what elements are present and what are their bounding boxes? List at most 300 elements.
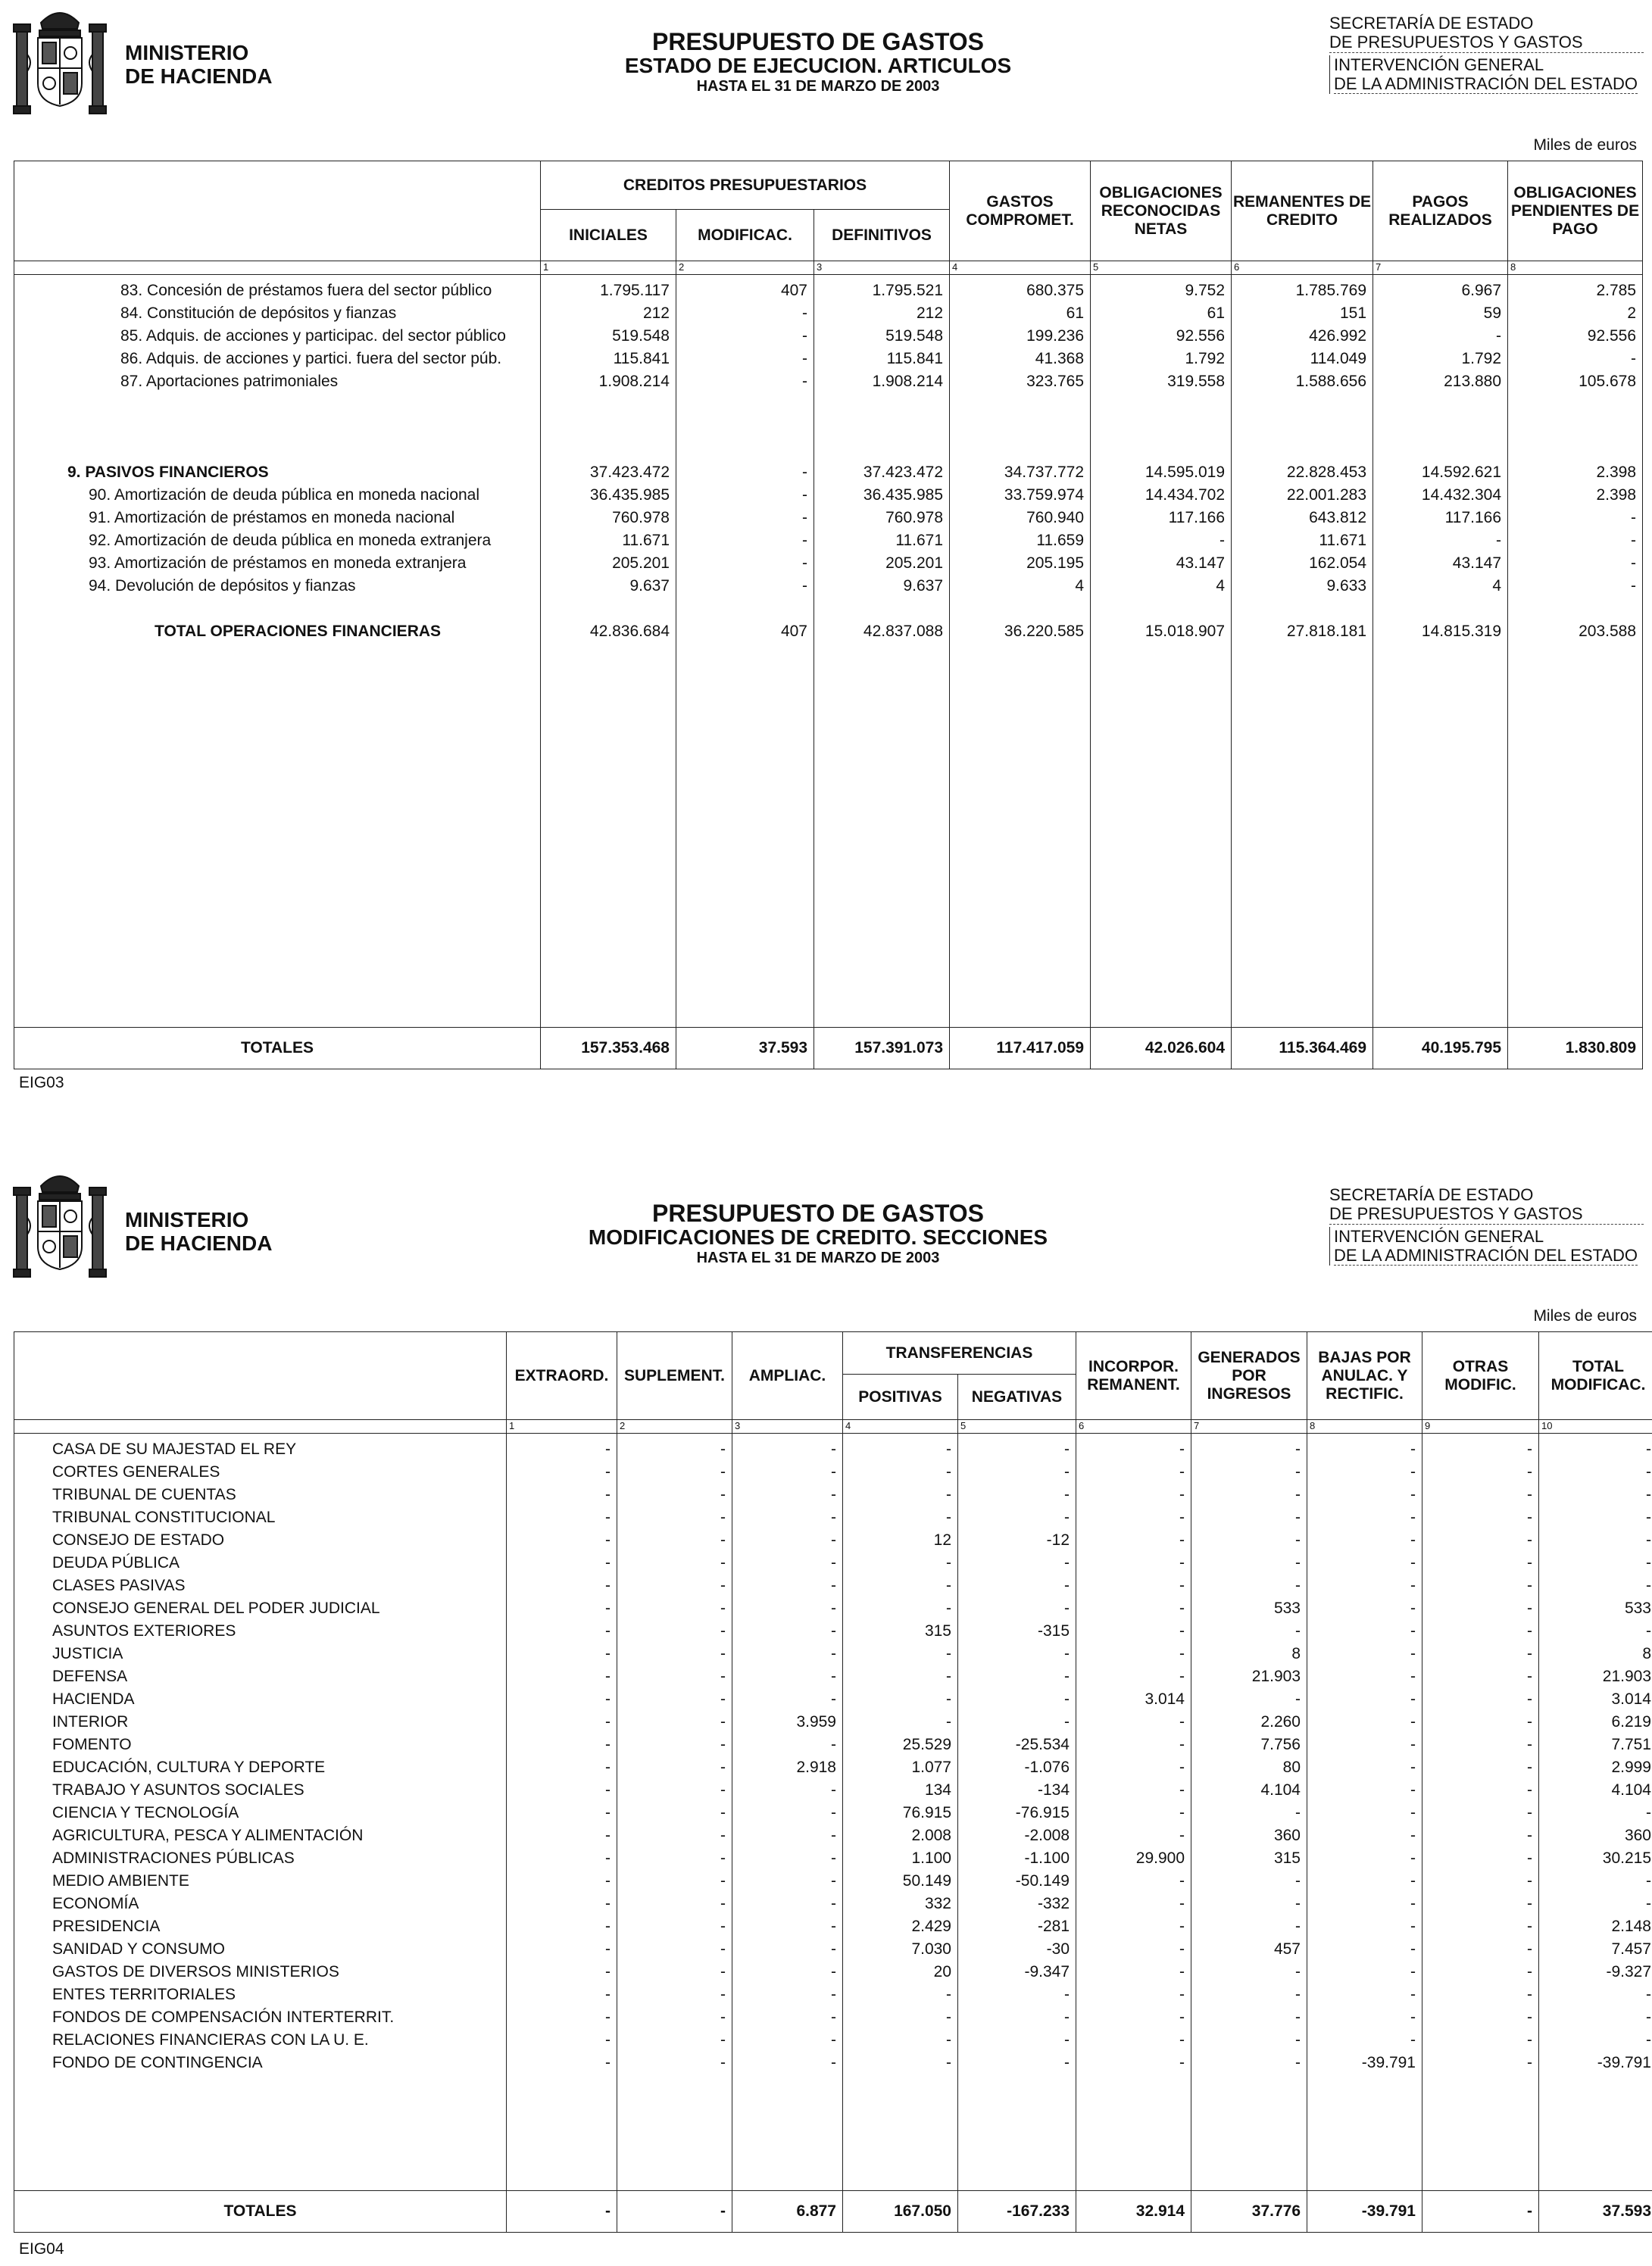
- cell-value: 20: [933, 1963, 951, 1980]
- cell-value: 61: [1207, 304, 1226, 322]
- cell-value: -: [1295, 1804, 1301, 1821]
- cell-value: 4.104: [1611, 1781, 1651, 1799]
- cell-value: -: [1410, 1440, 1416, 1458]
- cell-value: 36.435.985: [863, 486, 944, 504]
- column-number: 2: [676, 261, 814, 275]
- cell-value: -: [1527, 2008, 1532, 2026]
- page-estado-ejecucion: [0, 0, 1652, 1113]
- cell-value: -: [802, 350, 807, 367]
- cell-value: -: [605, 1713, 611, 1731]
- row-label: ECONOMÍA: [52, 1895, 139, 1912]
- cell-value: -: [1527, 2054, 1532, 2071]
- cell-value: -: [1295, 1554, 1301, 1572]
- cell-value: 1.908.214: [872, 373, 944, 390]
- cell-value: -: [1219, 532, 1226, 549]
- cell-value: 2.785: [1596, 282, 1637, 299]
- cell-value: -: [1410, 1804, 1416, 1821]
- column-number: 4: [843, 1420, 958, 1434]
- cell-value: -: [802, 532, 807, 549]
- cell-value: 134: [924, 1781, 951, 1799]
- cell-value: -: [1064, 2008, 1070, 2026]
- cell-value: 42.837.088: [863, 623, 944, 640]
- cell-value: 162.054: [1309, 554, 1367, 572]
- cell-value: 7.756: [1260, 1736, 1301, 1753]
- spacer: [950, 393, 1090, 416]
- cell-value: 315: [1273, 1849, 1301, 1867]
- cell-value: -: [1527, 1963, 1532, 1980]
- cell-value: -: [1410, 1577, 1416, 1594]
- cell-value: -: [831, 1849, 836, 1867]
- cell-value: -: [605, 1690, 611, 1708]
- cell-value: -: [1646, 1463, 1651, 1481]
- spacer: [950, 439, 1090, 461]
- cell-value: -: [831, 1600, 836, 1617]
- row-label: 91. Amortización de préstamos en moneda nacional: [89, 509, 455, 526]
- cell-value: -: [720, 1554, 726, 1572]
- cell-value: 212: [642, 304, 670, 322]
- cell-value: -: [1064, 1600, 1070, 1617]
- row-label: 94. Devolución de depósitos y fianzas: [89, 577, 356, 595]
- cell-value: -1.076: [1024, 1759, 1070, 1776]
- value-column: [1191, 1434, 1307, 2191]
- cell-value: -: [946, 1577, 951, 1594]
- cell-value: -: [720, 1759, 726, 1776]
- cell-value: 360: [1273, 1827, 1301, 1844]
- row-labels: [14, 275, 541, 1028]
- cell-value: -: [946, 2031, 951, 2049]
- cell-value: 8: [1291, 1645, 1301, 1662]
- column-number: 7: [1373, 261, 1508, 275]
- total-value: -: [617, 2191, 732, 2233]
- cell-value: -: [1179, 1895, 1185, 1912]
- col-header: DEFINITIVOS: [814, 210, 950, 261]
- cell-value: -: [1527, 1804, 1532, 1821]
- cell-value: 2: [1627, 304, 1637, 322]
- cell-value: -: [720, 1918, 726, 1935]
- cell-value: 117.166: [1168, 509, 1226, 526]
- cell-value: -: [1410, 2008, 1416, 2026]
- cell-value: 22.001.283: [1286, 486, 1367, 504]
- cell-value: 2.918: [796, 1759, 836, 1776]
- cell-value: 92.556: [1587, 327, 1637, 345]
- cell-value: 760.940: [1026, 509, 1085, 526]
- row-label: SANIDAD Y CONSUMO: [52, 1940, 225, 1958]
- cell-value: -: [605, 1986, 611, 2003]
- cell-value: -281: [1037, 1918, 1070, 1935]
- row-label: TRABAJO Y ASUNTOS SOCIALES: [52, 1781, 304, 1799]
- cell-value: -: [1646, 1872, 1651, 1890]
- cell-value: 50.149: [902, 1872, 951, 1890]
- row-label: HACIENDA: [52, 1690, 135, 1708]
- cell-value: 9.637: [903, 577, 944, 595]
- row-label: 93. Amortización de préstamos en moneda extranjera: [89, 554, 467, 572]
- col-header: INICIALES: [541, 210, 676, 261]
- cell-value: -: [1646, 1577, 1651, 1594]
- cell-value: -: [1295, 1986, 1301, 2003]
- cell-value: 407: [780, 282, 807, 299]
- row-label: CIENCIA Y TECNOLOGÍA: [52, 1804, 239, 1821]
- cell-value: -: [946, 1509, 951, 1526]
- cell-value: 760.978: [885, 509, 944, 526]
- value-column: [676, 275, 814, 1028]
- cell-value: -: [720, 2054, 726, 2071]
- spacer: [541, 439, 676, 461]
- row-label: EDUCACIÓN, CULTURA Y DEPORTE: [52, 1759, 326, 1776]
- cell-value: -: [1646, 1509, 1651, 1526]
- cell-value: 76.915: [902, 1804, 951, 1821]
- cell-value: -: [1064, 1690, 1070, 1708]
- cell-value: -: [1295, 2054, 1301, 2071]
- cell-value: -: [1527, 1918, 1532, 1935]
- spacer: [676, 416, 814, 439]
- cell-value: -: [605, 1509, 611, 1526]
- spacer: [541, 393, 676, 416]
- cell-value: -: [1064, 1554, 1070, 1572]
- cell-value: 14.815.319: [1421, 623, 1502, 640]
- cell-value: -: [831, 1781, 836, 1799]
- total-value: 1.830.809: [1508, 1028, 1643, 1069]
- cell-value: 1.100: [911, 1849, 951, 1867]
- column-number: 5: [958, 1420, 1076, 1434]
- cell-value: -: [1527, 1600, 1532, 1617]
- total-value: -39.791: [1307, 2191, 1422, 2233]
- column-number: 2: [617, 1420, 732, 1434]
- cell-value: -: [720, 2031, 726, 2049]
- cell-value: 12: [933, 1531, 951, 1549]
- cell-value: -: [831, 1554, 836, 1572]
- cell-value: -: [605, 1668, 611, 1685]
- coat-of-arms-icon: [11, 1165, 109, 1286]
- cell-value: -: [720, 1690, 726, 1708]
- cell-value: 36.435.985: [589, 486, 670, 504]
- cell-value: -: [605, 1622, 611, 1640]
- page-modificaciones-credito: [0, 1159, 1652, 2266]
- cell-value: -: [720, 1440, 726, 1458]
- cell-value: 105.678: [1579, 373, 1637, 390]
- cell-value: -: [1410, 1781, 1416, 1799]
- row-label: ENTES TERRITORIALES: [52, 1986, 236, 2003]
- col-header: EXTRAORD.: [507, 1332, 617, 1420]
- cell-value: -: [720, 1986, 726, 2003]
- cell-value: 7.457: [1611, 1940, 1651, 1958]
- totals-label: TOTALES: [14, 2191, 507, 2233]
- cell-value: -: [946, 1486, 951, 1503]
- cell-value: 205.195: [1026, 554, 1085, 572]
- cell-value: -: [605, 1940, 611, 1958]
- cell-value: 1.785.769: [1295, 282, 1367, 299]
- spacer: [950, 416, 1090, 439]
- value-column: [1307, 1434, 1422, 2191]
- cell-value: -: [1179, 1759, 1185, 1776]
- row-label: TRIBUNAL CONSTITUCIONAL: [52, 1509, 276, 1526]
- cell-value: 6.967: [1461, 282, 1502, 299]
- cell-value: -: [1631, 532, 1637, 549]
- cell-value: 115.841: [613, 350, 670, 367]
- cell-value: -: [1410, 1713, 1416, 1731]
- cell-value: -: [802, 304, 807, 322]
- cell-value: -: [605, 1554, 611, 1572]
- total-value: 37.593: [1539, 2191, 1652, 2233]
- cell-value: -: [1295, 1690, 1301, 1708]
- cell-value: -: [605, 1827, 611, 1844]
- spacer: [67, 598, 540, 620]
- cell-value: 3.959: [796, 1713, 836, 1731]
- cell-value: -: [605, 1463, 611, 1481]
- units-label: Miles de euros: [1533, 136, 1637, 154]
- row-label: ADMINISTRACIONES PÚBLICAS: [52, 1849, 295, 1867]
- cell-value: -: [605, 1759, 611, 1776]
- cell-value: 760.978: [612, 509, 670, 526]
- cell-value: -: [1179, 1668, 1185, 1685]
- cell-value: 114.049: [1310, 350, 1367, 367]
- cell-value: -: [831, 1872, 836, 1890]
- cell-value: 533: [1624, 1600, 1651, 1617]
- cell-value: 61: [1066, 304, 1085, 322]
- cell-value: -: [720, 1531, 726, 1549]
- value-column: [1076, 1434, 1191, 2191]
- cell-value: 37.423.472: [589, 464, 670, 481]
- units-label: Miles de euros: [1533, 1307, 1637, 1325]
- spacer: [676, 439, 814, 461]
- cell-value: -: [1064, 1577, 1070, 1594]
- cell-value: 2.398: [1596, 464, 1637, 481]
- cell-value: -: [802, 554, 807, 572]
- value-column: [617, 1434, 732, 2191]
- col-header: TOTAL MODIFICAC.: [1539, 1332, 1652, 1420]
- cell-value: 680.375: [1026, 282, 1085, 299]
- cell-value: -: [802, 509, 807, 526]
- cell-value: -: [1295, 1440, 1301, 1458]
- col-header: GENERADOS POR INGRESOS: [1191, 1332, 1307, 1420]
- cell-value: -39.791: [1597, 2054, 1651, 2071]
- cell-value: 315: [924, 1622, 951, 1640]
- cell-value: -: [946, 1668, 951, 1685]
- row-label: 9. PASIVOS FINANCIEROS: [67, 464, 269, 481]
- cell-value: -: [1646, 1440, 1651, 1458]
- cell-value: -: [946, 1690, 951, 1708]
- cell-value: -: [1527, 1509, 1532, 1526]
- column-number: 8: [1508, 261, 1643, 275]
- cell-value: -: [1646, 2031, 1651, 2049]
- cell-value: -: [720, 2008, 726, 2026]
- cell-value: -: [1064, 2054, 1070, 2071]
- row-label: 90. Amortización de deuda pública en moneda nacional: [89, 486, 480, 504]
- cell-value: -: [1179, 1600, 1185, 1617]
- cell-value: -: [1295, 1486, 1301, 1503]
- cell-value: 533: [1273, 1600, 1301, 1617]
- cell-value: 643.812: [1309, 509, 1367, 526]
- report-title: PRESUPUESTO DE GASTOS MODIFICACIONES DE CREDITO. SECCIONES HASTA EL 31 DE MARZO DE 2003: [588, 1200, 1048, 1266]
- cell-value: -: [1527, 1940, 1532, 1958]
- label-header: [14, 161, 541, 261]
- cell-value: -: [605, 2008, 611, 2026]
- spacer: [1232, 416, 1373, 439]
- total-value: -: [1422, 2191, 1539, 2233]
- row-label: CLASES PASIVAS: [52, 1577, 186, 1594]
- row-label: FONDO DE CONTINGENCIA: [52, 2054, 263, 2071]
- cell-value: -: [1410, 1600, 1416, 1617]
- row-label: 86. Adquis. de acciones y partici. fuera del sector púb.: [120, 350, 502, 367]
- col-header: GASTOS COMPROMET.: [950, 161, 1091, 261]
- spacer: [1091, 439, 1231, 461]
- spacer: [1232, 598, 1373, 620]
- cell-value: 22.828.453: [1286, 464, 1367, 481]
- cell-value: 1.795.117: [600, 282, 670, 299]
- cell-value: 59: [1483, 304, 1502, 322]
- total-value: 42.026.604: [1091, 1028, 1232, 1069]
- value-column: [843, 1434, 958, 2191]
- cell-value: 11.671: [622, 532, 670, 549]
- cell-value: -: [1410, 1622, 1416, 1640]
- execution-table: [14, 161, 1643, 1069]
- cell-value: -: [720, 1622, 726, 1640]
- cell-value: 21.903: [1251, 1668, 1301, 1685]
- cell-value: -: [1179, 1713, 1185, 1731]
- spacer: [1508, 416, 1642, 439]
- column-number: 9: [1422, 1420, 1539, 1434]
- row-label: 84. Constitución de depósitos y fianzas: [120, 304, 397, 322]
- cell-value: -: [831, 1622, 836, 1640]
- cell-value: -: [605, 1440, 611, 1458]
- cell-value: -: [831, 2008, 836, 2026]
- row-label: RELACIONES FINANCIERAS CON LA U. E.: [52, 2031, 369, 2049]
- cell-value: -: [1410, 1531, 1416, 1549]
- spacer: [541, 598, 676, 620]
- cell-value: -: [605, 1645, 611, 1662]
- cell-value: 27.818.181: [1286, 623, 1367, 640]
- cell-value: -: [720, 1713, 726, 1731]
- spacer: [1373, 416, 1507, 439]
- cell-value: -30: [1046, 1940, 1070, 1958]
- cell-value: -: [1410, 1463, 1416, 1481]
- cell-value: -: [1295, 2031, 1301, 2049]
- cell-value: -: [1410, 2031, 1416, 2049]
- cell-value: -: [1179, 1918, 1185, 1935]
- value-column: [950, 275, 1091, 1028]
- cell-value: -: [1064, 2031, 1070, 2049]
- cell-value: 7.751: [1611, 1736, 1651, 1753]
- cell-value: 6.219: [1611, 1713, 1651, 1731]
- cell-value: 1.588.656: [1295, 373, 1367, 390]
- total-value: -: [507, 2191, 617, 2233]
- cell-value: -: [1064, 1645, 1070, 1662]
- cell-value: 2.999: [1611, 1759, 1651, 1776]
- cell-value: 11.659: [1036, 532, 1085, 549]
- cell-value: 213.880: [1444, 373, 1502, 390]
- cell-value: -: [720, 1668, 726, 1685]
- cell-value: -76.915: [1015, 1804, 1070, 1821]
- cell-value: -: [1064, 1986, 1070, 2003]
- spacer: [1232, 439, 1373, 461]
- cell-value: -: [1295, 2008, 1301, 2026]
- report-code: EIG04: [19, 2240, 64, 2258]
- value-column: [814, 275, 950, 1028]
- total-value: 37.776: [1191, 2191, 1307, 2233]
- cell-value: 2.398: [1596, 486, 1637, 504]
- cell-value: -: [1410, 1963, 1416, 1980]
- cell-value: -: [1295, 1509, 1301, 1526]
- cell-value: -: [1410, 1986, 1416, 2003]
- cell-value: -: [946, 1554, 951, 1572]
- issuing-office: SECRETARÍA DE ESTADO DE PRESUPUESTOS Y GASTOS INTERVENCIÓN GENERAL DE LA ADMINISTRACIÓN DEL ESTADO: [1329, 14, 1644, 94]
- cell-value: -: [1179, 1440, 1185, 1458]
- cell-value: -: [1631, 350, 1637, 367]
- cell-value: -: [946, 1986, 951, 2003]
- spacer: [676, 393, 814, 416]
- cell-value: -: [1410, 1918, 1416, 1935]
- row-label: CASA DE SU MAJESTAD EL REY: [52, 1440, 297, 1458]
- cell-value: 457: [1273, 1940, 1301, 1958]
- cell-value: 1.792: [1461, 350, 1502, 367]
- cell-value: -: [946, 1645, 951, 1662]
- col-header: INCORPOR. REMANENT.: [1076, 1332, 1191, 1420]
- cell-value: 519.548: [612, 327, 670, 345]
- spacer: [67, 393, 540, 416]
- cell-value: -: [720, 1577, 726, 1594]
- issuing-office: SECRETARÍA DE ESTADO DE PRESUPUESTOS Y GASTOS INTERVENCIÓN GENERAL DE LA ADMINISTRACIÓN DEL ESTADO: [1329, 1185, 1644, 1266]
- row-label: FONDOS DE COMPENSACIÓN INTERTERRIT.: [52, 2008, 395, 2026]
- cell-value: -: [720, 1895, 726, 1912]
- cell-value: 30.215: [1602, 1849, 1651, 1867]
- cell-value: -: [605, 1531, 611, 1549]
- cell-value: -: [1179, 1781, 1185, 1799]
- cell-value: 14.592.621: [1421, 464, 1502, 481]
- row-label: FOMENTO: [52, 1736, 132, 1753]
- cell-value: -: [1410, 1509, 1416, 1526]
- cell-value: -: [1527, 1827, 1532, 1844]
- value-column: [1508, 275, 1643, 1028]
- cell-value: -: [831, 1986, 836, 2003]
- row-label: TOTAL OPERACIONES FINANCIERAS: [155, 623, 442, 640]
- value-column: [1373, 275, 1508, 1028]
- spacer: [1091, 598, 1231, 620]
- column-number: 3: [732, 1420, 843, 1434]
- cell-value: -: [1496, 327, 1502, 345]
- cell-value: -: [605, 1781, 611, 1799]
- cell-value: 11.671: [895, 532, 944, 549]
- total-value: 167.050: [843, 2191, 958, 2233]
- cell-value: -: [831, 1736, 836, 1753]
- row-label: CONSEJO DE ESTADO: [52, 1531, 225, 1549]
- column-number: 6: [1076, 1420, 1191, 1434]
- cell-value: -: [720, 1736, 726, 1753]
- cell-value: -: [1295, 1895, 1301, 1912]
- cell-value: 11.671: [1319, 532, 1367, 549]
- cell-value: -: [1410, 1736, 1416, 1753]
- col-header: BAJAS POR ANULAC. Y RECTIFIC.: [1307, 1332, 1422, 1420]
- cell-value: -: [1179, 1940, 1185, 1958]
- ministry-name: MINISTERIO DE HACIENDA: [125, 1208, 273, 1255]
- cell-value: -: [1295, 1918, 1301, 1935]
- cell-value: -: [1064, 1509, 1070, 1526]
- cell-value: -: [1179, 1463, 1185, 1481]
- cell-value: 43.147: [1176, 554, 1226, 572]
- cell-value: -: [720, 1463, 726, 1481]
- cell-value: -: [1631, 554, 1637, 572]
- column-number: 8: [1307, 1420, 1422, 1434]
- cell-value: 7.030: [911, 1940, 951, 1958]
- cell-value: 1.908.214: [598, 373, 670, 390]
- cell-value: -: [1179, 1509, 1185, 1526]
- cell-value: -: [946, 1600, 951, 1617]
- cell-value: -: [946, 1440, 951, 1458]
- cell-value: -: [1496, 532, 1502, 549]
- cell-value: 199.236: [1026, 327, 1085, 345]
- cell-value: -: [1646, 1895, 1651, 1912]
- cell-value: 25.529: [902, 1736, 951, 1753]
- cell-value: 3.014: [1611, 1690, 1651, 1708]
- cell-value: -: [720, 1509, 726, 1526]
